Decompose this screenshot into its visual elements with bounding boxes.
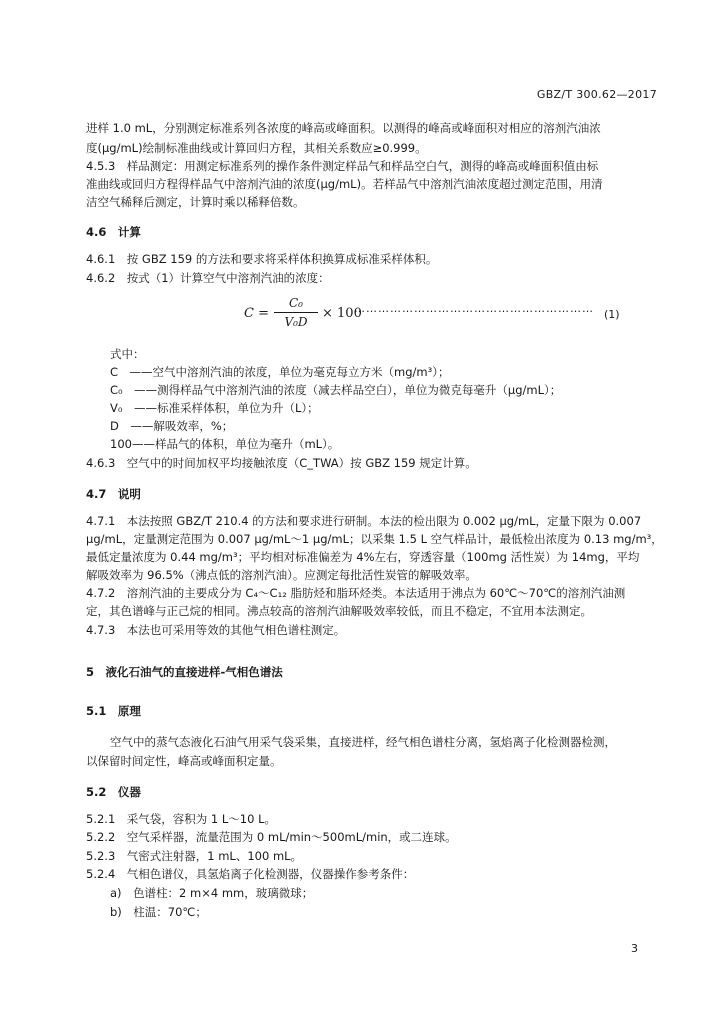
formula-fraction (274, 296, 318, 329)
text-line: 准曲线或回归方程得样品气中溶剂汽油的浓度(μg/mL)。若样品气中溶剂汽油浓度超过测定范围，用清 (86, 177, 603, 191)
text-line: 空气中的蒸气态液化石油气用采气袋采集，直接进样，经气相色谱柱分离，氢焰离子化检测器检测， (110, 735, 616, 749)
clause-5-2-3: 5.2.3 气密式注射器，1 mL、100 mL。 (86, 849, 303, 863)
clause-5-2-4: 5.2.4 气相色谱仪，具氢焰离子化检测器，仪器操作参考条件： (86, 867, 415, 881)
fraction-bar (274, 312, 318, 313)
section-heading: 4.6 计算 (86, 225, 141, 239)
formula-rhs: × 100 (322, 306, 362, 321)
clause-4-6-3: 4.6.3 空气中的时间加权平均接触浓度（C_TWA）按 GBZ 159 规定计算。 (86, 456, 477, 470)
text-line: 4.5.3 样品测定：用测定标准系列的操作条件测定样品气和样品空白气，测得的峰高或峰面积值由标 (86, 159, 599, 173)
formula-lhs: C = (244, 306, 269, 321)
where-item: C₀ ——测得样品气中溶剂汽油的浓度（减去样品空白），单位为微克每毫升（μg/mL）； (110, 383, 562, 397)
where-intro: 式中： (110, 347, 145, 361)
text-line: 定，其色谱峰与正己烷的相同。沸点较高的溶剂汽油解吸效率较低，而且不稳定，不宜用本法测定。 (86, 604, 592, 618)
formula-numerator: C₀ (289, 296, 303, 310)
list-item-a: a) 色谱柱：2 m×4 mm，玻璃微球； (110, 886, 314, 900)
formula-1 (244, 296, 624, 336)
standard-code: GBZ/T 300.62—2017 (536, 88, 657, 101)
clause-4-6-2: 4.6.2 按式（1）计算空气中溶剂汽油的浓度： (86, 271, 330, 285)
formula-denominator: V₀D (284, 315, 308, 329)
clause-5-2-2: 5.2.2 空气采样器，流量范围为 0 mL/min～500mL/min，或二连球。 (86, 830, 457, 844)
section-heading: 5.2 仪器 (86, 785, 141, 799)
text-line: 洁空气稀释后测定，计算时乘以稀释倍数。 (86, 195, 305, 209)
text-line: 进样 1.0 mL，分别测定标准系列各浓度的峰高或峰面积。以测得的峰高或峰面积对相应的溶剂汽油浓 (86, 121, 601, 135)
clause-5-2-1: 5.2.1 采气袋，容积为 1 L～10 L。 (86, 812, 276, 826)
text-line: 解吸效率为 96.5%（沸点低的溶剂汽油）。应测定每批活性炭管的解吸效率。 (86, 568, 477, 582)
text-line: 4.7.2 溶剂汽油的主要成分为 C₄～C₁₂ 脂肪烃和脂环烃类。本法适用于沸点为 60℃～70℃的溶剂汽油测 (86, 586, 626, 600)
where-item: 100——样品气的体积，单位为毫升（mL）。 (110, 437, 340, 451)
section-heading: 5.1 原理 (86, 704, 141, 718)
formula-number: (1) (604, 308, 620, 321)
formula-leader-dots: …………………………………………………… (354, 302, 594, 315)
where-item: D ——解吸效率，%； (110, 419, 234, 433)
clause-4-6-1: 4.6.1 按 GBZ 159 的方法和要求将采样体积换算成标准采样体积。 (86, 252, 438, 266)
text-line: 4.7.1 本法按照 GBZ/T 210.4 的方法和要求进行研制。本法的检出限为 0.002 μg/mL，定量下限为 0.007 (86, 514, 642, 528)
where-item: V₀ ——标准采样体积，单位为升（L）； (110, 401, 319, 415)
chapter-heading: 5 液化石油气的直接进样-气相色谱法 (86, 665, 283, 679)
text-line: 度(μg/mL)绘制标准曲线或计算回归方程，其相关系数应≥0.999。 (86, 141, 427, 155)
list-item-b: b) 柱温：70℃； (110, 905, 207, 919)
section-heading: 4.7 说明 (86, 487, 141, 501)
text-line: 最低定量浓度为 0.44 mg/m³；平均相对标准偏差为 4%左右，穿透容量（100mg 活性炭）为 14mg，平均 (86, 550, 640, 564)
text-line: 以保留时间定性，峰高或峰面积定量。 (86, 754, 282, 768)
where-item: C ——空气中溶剂汽油的浓度，单位为毫克每立方米（mg/m³）； (110, 365, 450, 379)
text-line: 4.7.3 本法也可采用等效的其他气相色谱柱测定。 (86, 623, 346, 637)
page-number: 3 (631, 942, 638, 955)
text-line: μg/mL，定量测定范围为 0.007 μg/mL～1 μg/mL；以采集 1.5 L 空气样品计，最低检出浓度为 0.13 mg/m³， (86, 532, 663, 546)
